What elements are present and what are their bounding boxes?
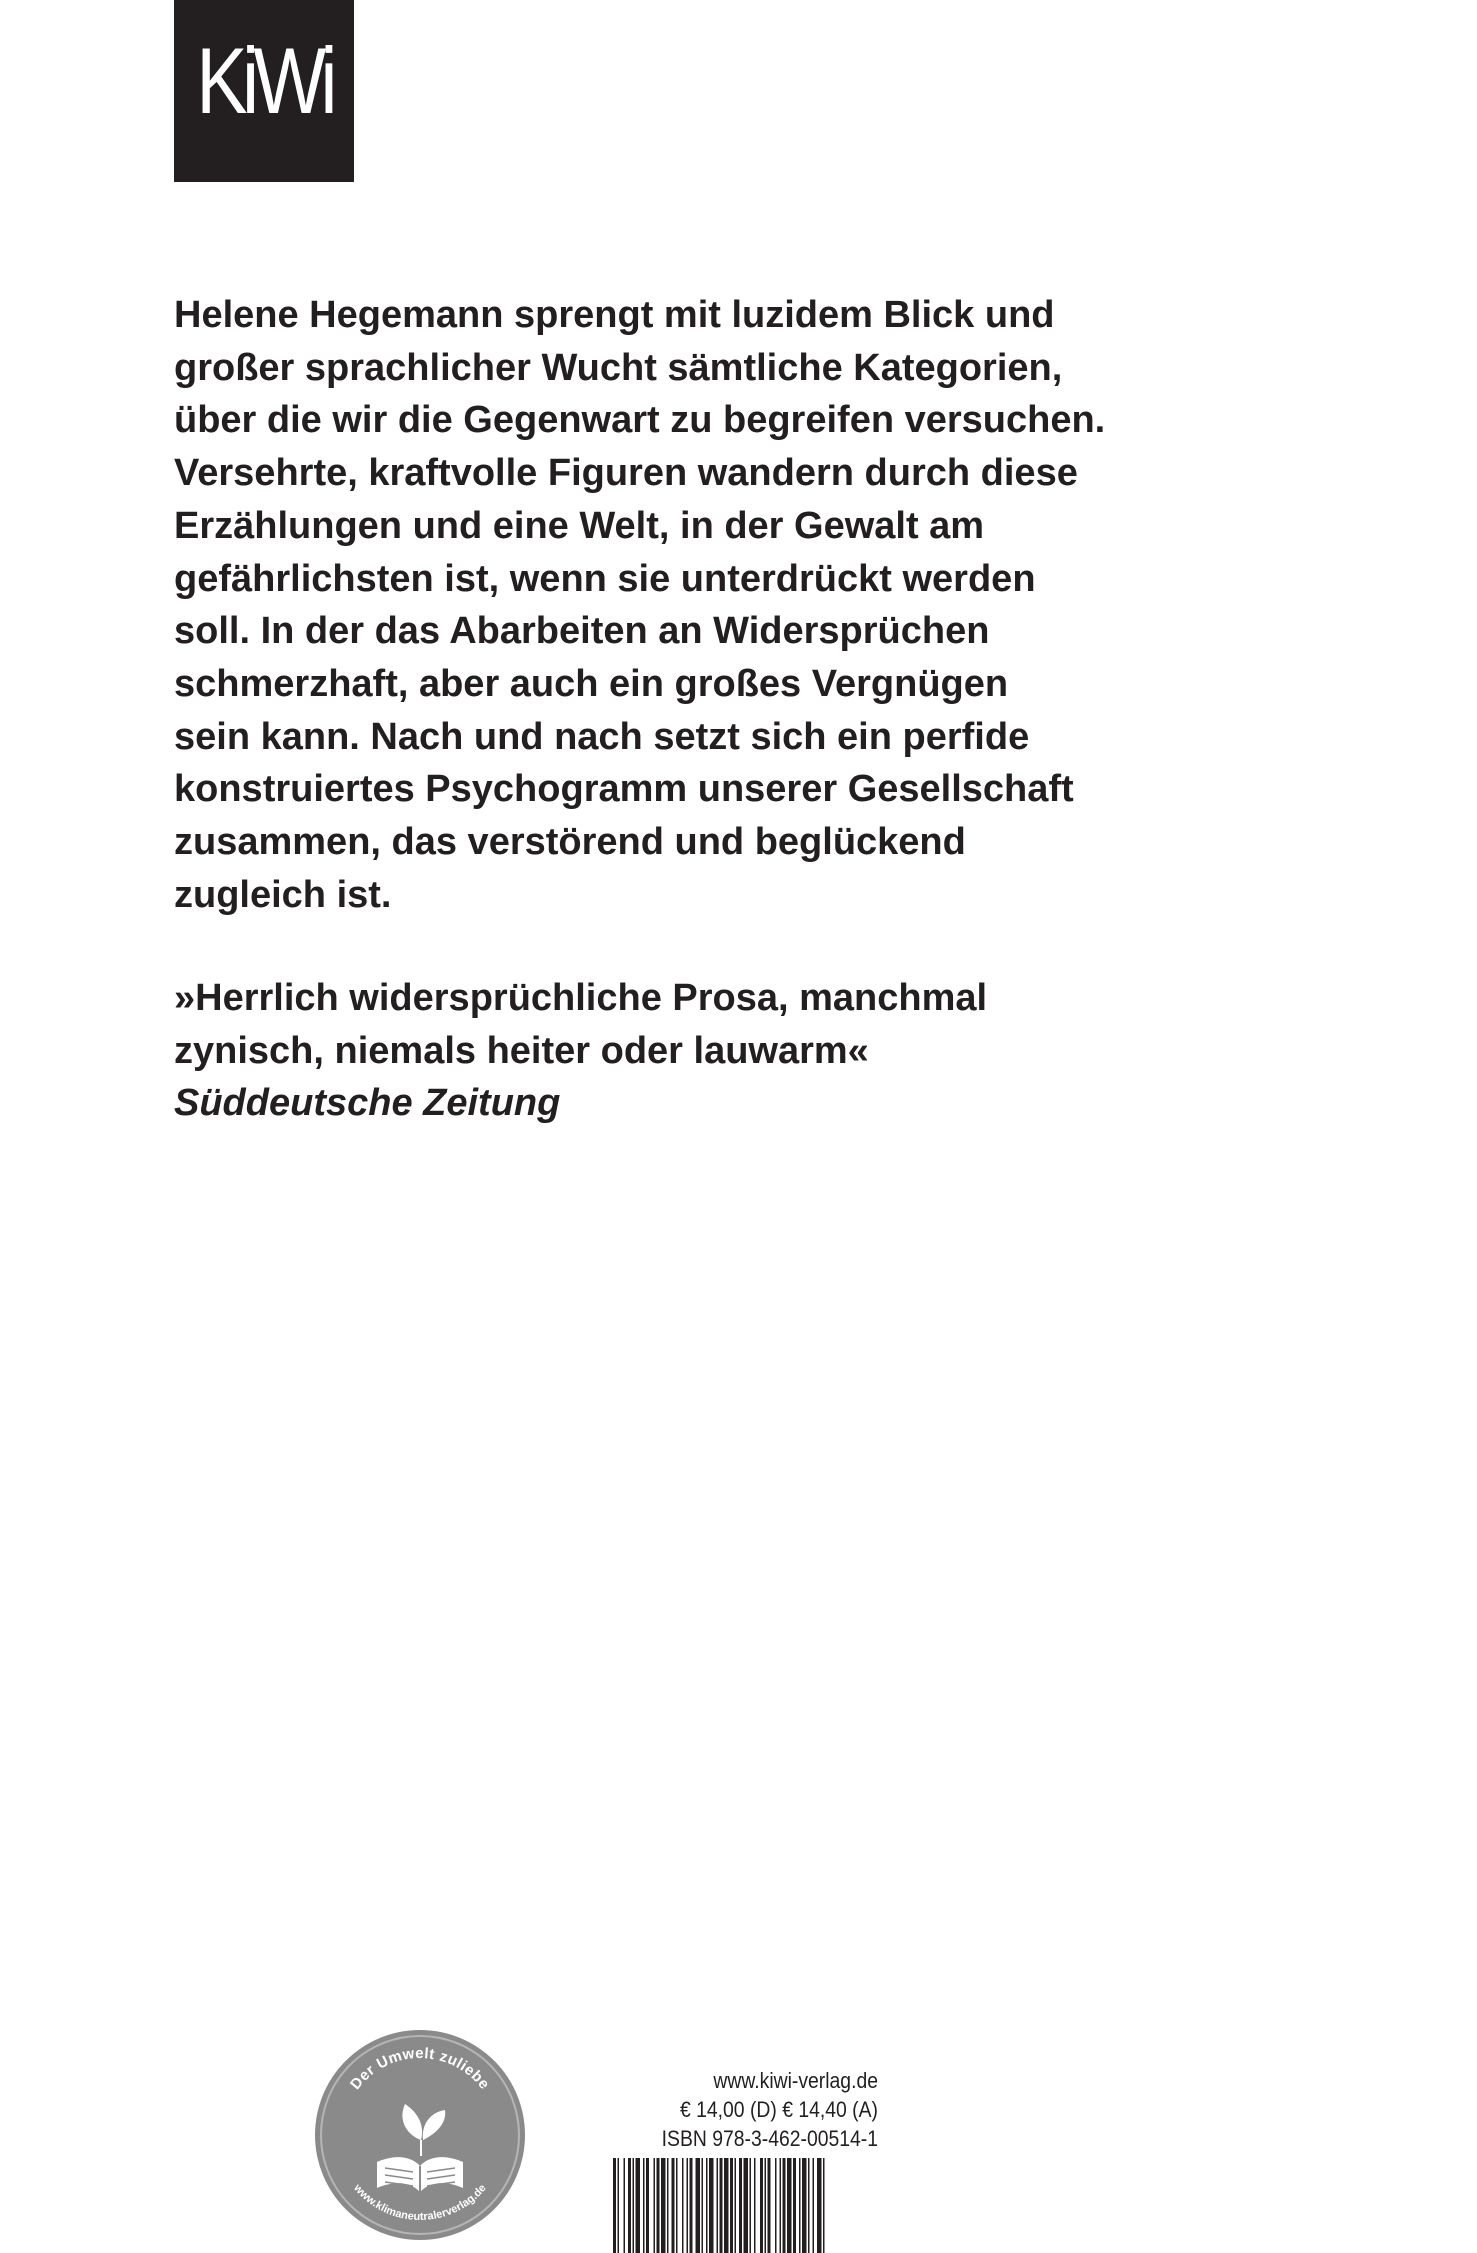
- barcode-bar: [687, 2158, 689, 2253]
- barcode-bar: [654, 2158, 656, 2253]
- barcode-bar: [618, 2158, 620, 2253]
- barcode-bar: [799, 2158, 801, 2253]
- barcode-bar: [636, 2158, 641, 2253]
- kiwi-logo: [174, 0, 354, 182]
- barcode-bar: [720, 2158, 723, 2253]
- barcode-bar: [808, 2158, 810, 2253]
- barcode-bar: [817, 2158, 822, 2253]
- barcode-bar: [793, 2158, 796, 2253]
- barcode-bar: [765, 2158, 767, 2253]
- barcode-bar: [706, 2158, 708, 2253]
- barcode-bar: [802, 2158, 807, 2253]
- barcode-bar: [717, 2158, 719, 2253]
- barcode-bar: [661, 2158, 666, 2253]
- barcode-bar: [709, 2158, 714, 2253]
- barcode-bar: [739, 2158, 742, 2253]
- barcode-bar: [657, 2158, 660, 2253]
- barcode-bar: [787, 2158, 792, 2253]
- barcode-bar: [760, 2158, 763, 2253]
- barcode-bar: [750, 2158, 752, 2253]
- climate-seal-icon: [313, 2028, 527, 2242]
- barcode-bar: [754, 2158, 756, 2253]
- barcode-bar: [613, 2158, 616, 2253]
- barcode-bar: [672, 2158, 675, 2253]
- barcode-bar: [667, 2158, 669, 2253]
- barcode-bar: [643, 2158, 645, 2253]
- imprint-info: [608, 2066, 878, 2153]
- barcode-bar: [735, 2158, 737, 2253]
- barcode-bar: [823, 2158, 825, 2253]
- barcode-bar: [775, 2158, 777, 2253]
- barcode-bar: [633, 2158, 635, 2253]
- barcode-bar: [768, 2158, 771, 2253]
- barcode-bar: [696, 2158, 701, 2253]
- barcode-bar: [624, 2158, 626, 2253]
- review-quote: »Herrlich widersprüchliche Prosa, manchmal zynisch, niemals heiter oder lauwarm«: [174, 977, 988, 1072]
- barcode-bar: [744, 2158, 749, 2253]
- barcode-bar: [676, 2158, 678, 2253]
- barcode-bar: [646, 2158, 649, 2253]
- barcode-bar: [690, 2158, 693, 2253]
- barcode-bar: [702, 2158, 704, 2253]
- publisher-website: www.kiwi-verlag.de: [713, 2068, 878, 2093]
- logo-text: KiWi: [196, 28, 332, 133]
- blurb-text: Helene Hegemann sprengt mit luzidem Blick und großer sprachlicher Wucht sämtliche Kategorien, über die wir die Gegenwart zu begreifen versuchen. Versehrte, kraftvolle Figuren wandern durch diese Erzählungen und eine Welt, in der Gewalt am gefährlichsten ist, wenn sie unterdrückt werden soll. In der das Abarbeiten an Widersprüchen schmerzhaft, aber auch ein großes Vergnügen sein kann. Nach und nach setzt sich ein perfide konstruiertes Psychogramm unserer Gesellschaft zusammen, das verstörend und beglückend zugleich ist.: [174, 294, 1106, 916]
- isbn: ISBN 978-3-462-00514-1: [661, 2126, 878, 2151]
- seal-top-text: Der Umwelt zuliebe: [347, 2045, 494, 2093]
- barcode-bar: [730, 2158, 733, 2253]
- barcode-bar: [780, 2158, 782, 2253]
- barcode-bar: [783, 2158, 786, 2253]
- barcode-bar: [628, 2158, 631, 2253]
- barcode-bar: [724, 2158, 729, 2253]
- barcode-icon: [611, 2158, 891, 2253]
- seal-bottom-text: www.klimaneutralerverlag.de: [351, 2182, 489, 2224]
- barcode-bar: [682, 2158, 684, 2253]
- review-source: Süddeutsche Zeitung: [174, 1082, 561, 1124]
- price-info: € 14,00 (D) € 14,40 (A): [679, 2097, 878, 2122]
- barcode-bar: [813, 2158, 815, 2253]
